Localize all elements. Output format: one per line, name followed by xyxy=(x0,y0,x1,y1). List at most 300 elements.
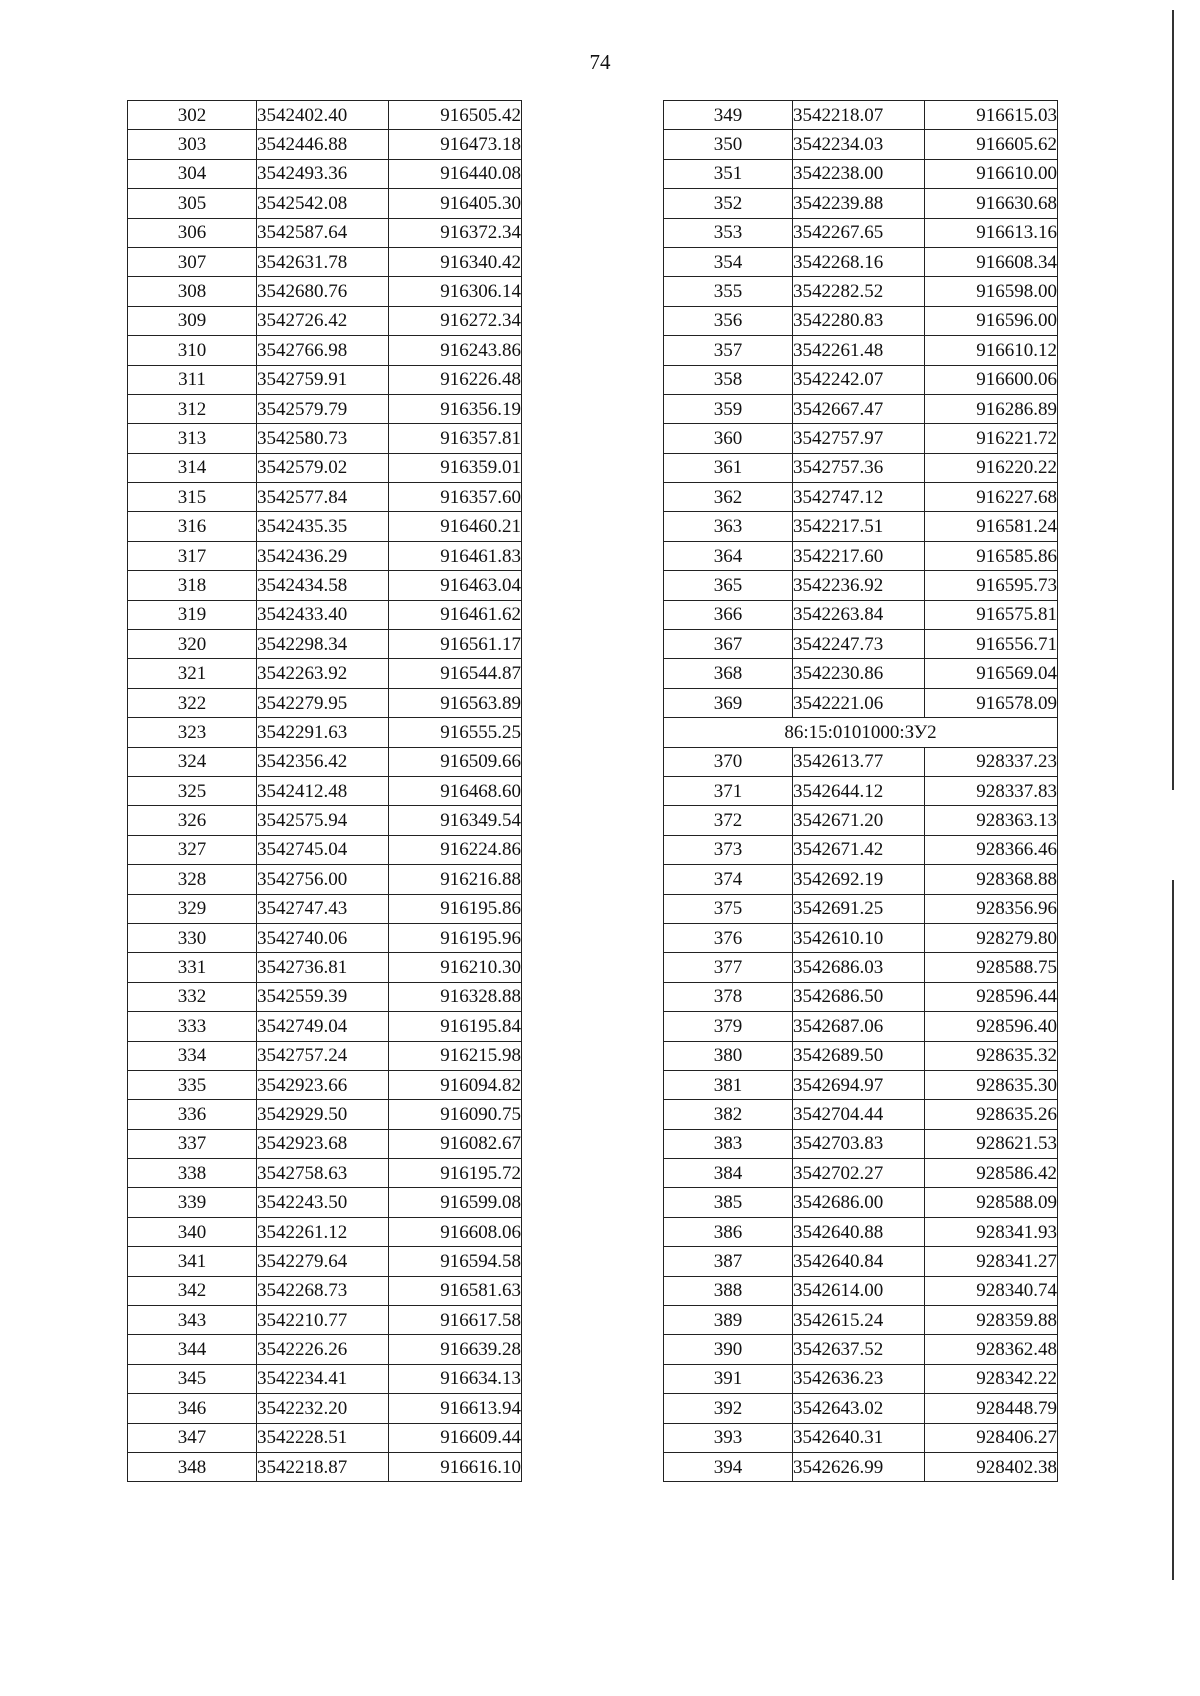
x-coordinate-cell: 3542726.42 xyxy=(257,306,389,335)
y-coordinate-cell: 916608.34 xyxy=(925,247,1058,276)
y-coordinate-cell: 916215.98 xyxy=(389,1041,522,1070)
table-row xyxy=(128,1423,522,1452)
point-number-cell: 350 xyxy=(664,130,793,159)
x-coordinate-cell: 3542637.52 xyxy=(793,1335,925,1364)
point-number-cell: 377 xyxy=(664,953,793,982)
x-coordinate-cell: 3542263.84 xyxy=(793,600,925,629)
x-coordinate-cell: 3542626.99 xyxy=(793,1452,925,1481)
y-coordinate-cell: 916340.42 xyxy=(389,247,522,276)
point-number-cell: 389 xyxy=(664,1306,793,1335)
y-coordinate-cell: 916581.24 xyxy=(925,512,1058,541)
scan-edge-line xyxy=(1172,10,1174,790)
point-number-cell: 383 xyxy=(664,1129,793,1158)
y-coordinate-cell: 928359.88 xyxy=(925,1306,1058,1335)
x-coordinate-cell: 3542238.00 xyxy=(793,159,925,188)
y-coordinate-cell: 916460.21 xyxy=(389,512,522,541)
y-coordinate-cell: 916600.06 xyxy=(925,365,1058,394)
y-coordinate-cell: 916608.06 xyxy=(389,1217,522,1246)
y-coordinate-cell: 916272.34 xyxy=(389,306,522,335)
table-row xyxy=(664,1335,1058,1364)
x-coordinate-cell: 3542230.86 xyxy=(793,659,925,688)
x-coordinate-cell: 3542579.02 xyxy=(257,453,389,482)
table-row xyxy=(664,1100,1058,1129)
y-coordinate-cell: 916195.72 xyxy=(389,1159,522,1188)
point-number-cell: 393 xyxy=(664,1423,793,1452)
x-coordinate-cell: 3542929.50 xyxy=(257,1100,389,1129)
page-number: 74 xyxy=(589,50,611,74)
table-row xyxy=(664,982,1058,1011)
y-coordinate-cell: 928337.83 xyxy=(925,776,1058,805)
point-number-cell: 352 xyxy=(664,189,793,218)
table-row xyxy=(664,101,1058,130)
x-coordinate-cell: 3542433.40 xyxy=(257,600,389,629)
y-coordinate-cell: 916598.00 xyxy=(925,277,1058,306)
point-number-cell: 305 xyxy=(128,189,257,218)
y-coordinate-cell: 916581.63 xyxy=(389,1276,522,1305)
x-coordinate-cell: 3542234.41 xyxy=(257,1364,389,1393)
point-number-cell: 387 xyxy=(664,1247,793,1276)
y-coordinate-cell: 928337.23 xyxy=(925,747,1058,776)
x-coordinate-cell: 3542218.87 xyxy=(257,1452,389,1481)
table-row xyxy=(128,1335,522,1364)
table-row xyxy=(664,394,1058,423)
table-row xyxy=(128,688,522,717)
y-coordinate-cell: 916544.87 xyxy=(389,659,522,688)
point-number-cell: 320 xyxy=(128,630,257,659)
point-number-cell: 306 xyxy=(128,218,257,247)
point-number-cell: 390 xyxy=(664,1335,793,1364)
table-row xyxy=(664,189,1058,218)
y-coordinate-cell: 916226.48 xyxy=(389,365,522,394)
point-number-cell: 361 xyxy=(664,453,793,482)
y-coordinate-cell: 916463.04 xyxy=(389,571,522,600)
point-number-cell: 330 xyxy=(128,923,257,952)
y-coordinate-cell: 916468.60 xyxy=(389,776,522,805)
x-coordinate-cell: 3542613.77 xyxy=(793,747,925,776)
table-row xyxy=(664,865,1058,894)
x-coordinate-cell: 3542282.52 xyxy=(793,277,925,306)
table-row xyxy=(128,894,522,923)
point-number-cell: 386 xyxy=(664,1217,793,1246)
point-number-cell: 367 xyxy=(664,630,793,659)
point-number-cell: 327 xyxy=(128,835,257,864)
y-coordinate-cell: 916090.75 xyxy=(389,1100,522,1129)
y-coordinate-cell: 916556.71 xyxy=(925,630,1058,659)
y-coordinate-cell: 916221.72 xyxy=(925,424,1058,453)
point-number-cell: 316 xyxy=(128,512,257,541)
section-label: 86:15:0101000:ЗУ2 xyxy=(664,718,1058,747)
table-row xyxy=(664,512,1058,541)
table-row xyxy=(664,365,1058,394)
y-coordinate-cell: 916596.00 xyxy=(925,306,1058,335)
x-coordinate-cell: 3542232.20 xyxy=(257,1394,389,1423)
x-coordinate-cell: 3542644.12 xyxy=(793,776,925,805)
table-row xyxy=(664,1394,1058,1423)
table-row xyxy=(128,806,522,835)
point-number-cell: 307 xyxy=(128,247,257,276)
x-coordinate-cell: 3542446.88 xyxy=(257,130,389,159)
table-row xyxy=(128,189,522,218)
point-number-cell: 346 xyxy=(128,1394,257,1423)
x-coordinate-cell: 3542747.43 xyxy=(257,894,389,923)
point-number-cell: 309 xyxy=(128,306,257,335)
table-row xyxy=(128,953,522,982)
x-coordinate-cell: 3542689.50 xyxy=(793,1041,925,1070)
table-row xyxy=(128,130,522,159)
x-coordinate-cell: 3542280.83 xyxy=(793,306,925,335)
y-coordinate-cell: 916509.66 xyxy=(389,747,522,776)
table-row xyxy=(128,571,522,600)
x-coordinate-cell: 3542667.47 xyxy=(793,394,925,423)
point-number-cell: 322 xyxy=(128,688,257,717)
y-coordinate-cell: 916195.84 xyxy=(389,1012,522,1041)
point-number-cell: 308 xyxy=(128,277,257,306)
y-coordinate-cell: 916372.34 xyxy=(389,218,522,247)
y-coordinate-cell: 928635.26 xyxy=(925,1100,1058,1129)
point-number-cell: 331 xyxy=(128,953,257,982)
x-coordinate-cell: 3542610.10 xyxy=(793,923,925,952)
table-row xyxy=(664,1159,1058,1188)
x-coordinate-cell: 3542493.36 xyxy=(257,159,389,188)
x-coordinate-cell: 3542614.00 xyxy=(793,1276,925,1305)
point-number-cell: 366 xyxy=(664,600,793,629)
x-coordinate-cell: 3542680.76 xyxy=(257,277,389,306)
point-number-cell: 339 xyxy=(128,1188,257,1217)
table-row xyxy=(128,1041,522,1070)
point-number-cell: 319 xyxy=(128,600,257,629)
table-row xyxy=(664,571,1058,600)
x-coordinate-cell: 3542747.12 xyxy=(793,483,925,512)
x-coordinate-cell: 3542267.65 xyxy=(793,218,925,247)
x-coordinate-cell: 3542228.51 xyxy=(257,1423,389,1452)
x-coordinate-cell: 3542704.44 xyxy=(793,1100,925,1129)
point-number-cell: 321 xyxy=(128,659,257,688)
x-coordinate-cell: 3542217.60 xyxy=(793,541,925,570)
point-number-cell: 328 xyxy=(128,865,257,894)
y-coordinate-cell: 916216.88 xyxy=(389,865,522,894)
table-row xyxy=(128,1276,522,1305)
point-number-cell: 360 xyxy=(664,424,793,453)
table-row xyxy=(664,835,1058,864)
table-row xyxy=(128,1217,522,1246)
table-row xyxy=(664,247,1058,276)
point-number-cell: 363 xyxy=(664,512,793,541)
y-coordinate-cell: 928341.93 xyxy=(925,1217,1058,1246)
x-coordinate-cell: 3542226.26 xyxy=(257,1335,389,1364)
section-header-row xyxy=(664,718,1058,747)
y-coordinate-cell: 916473.18 xyxy=(389,130,522,159)
point-number-cell: 382 xyxy=(664,1100,793,1129)
table-row xyxy=(664,1217,1058,1246)
x-coordinate-cell: 3542702.27 xyxy=(793,1159,925,1188)
y-coordinate-cell: 916356.19 xyxy=(389,394,522,423)
x-coordinate-cell: 3542435.35 xyxy=(257,512,389,541)
x-coordinate-cell: 3542691.25 xyxy=(793,894,925,923)
point-number-cell: 302 xyxy=(128,101,257,130)
point-number-cell: 323 xyxy=(128,718,257,747)
x-coordinate-cell: 3542577.84 xyxy=(257,483,389,512)
y-coordinate-cell: 916613.94 xyxy=(389,1394,522,1423)
y-coordinate-cell: 916306.14 xyxy=(389,277,522,306)
y-coordinate-cell: 916613.16 xyxy=(925,218,1058,247)
table-row xyxy=(664,1041,1058,1070)
y-coordinate-cell: 928342.22 xyxy=(925,1364,1058,1393)
x-coordinate-cell: 3542703.83 xyxy=(793,1129,925,1158)
y-coordinate-cell: 916224.86 xyxy=(389,835,522,864)
table-row xyxy=(128,159,522,188)
y-coordinate-cell: 928341.27 xyxy=(925,1247,1058,1276)
table-body-left xyxy=(128,101,522,1482)
x-coordinate-cell: 3542615.24 xyxy=(793,1306,925,1335)
point-number-cell: 344 xyxy=(128,1335,257,1364)
y-coordinate-cell: 928635.30 xyxy=(925,1070,1058,1099)
table-row xyxy=(664,600,1058,629)
x-coordinate-cell: 3542640.84 xyxy=(793,1247,925,1276)
table-row xyxy=(128,277,522,306)
x-coordinate-cell: 3542580.73 xyxy=(257,424,389,453)
point-number-cell: 343 xyxy=(128,1306,257,1335)
table-row xyxy=(664,1070,1058,1099)
point-number-cell: 325 xyxy=(128,776,257,805)
y-coordinate-cell: 928596.40 xyxy=(925,1012,1058,1041)
y-coordinate-cell: 928340.74 xyxy=(925,1276,1058,1305)
point-number-cell: 358 xyxy=(664,365,793,394)
point-number-cell: 353 xyxy=(664,218,793,247)
y-coordinate-cell: 916357.60 xyxy=(389,483,522,512)
point-number-cell: 318 xyxy=(128,571,257,600)
y-coordinate-cell: 916630.68 xyxy=(925,189,1058,218)
table-row xyxy=(128,1452,522,1481)
table-row xyxy=(664,1012,1058,1041)
table-row xyxy=(664,923,1058,952)
table-row xyxy=(128,923,522,952)
x-coordinate-cell: 3542671.42 xyxy=(793,835,925,864)
y-coordinate-cell: 916569.04 xyxy=(925,659,1058,688)
y-coordinate-cell: 916561.17 xyxy=(389,630,522,659)
table-row xyxy=(128,483,522,512)
point-number-cell: 392 xyxy=(664,1394,793,1423)
y-coordinate-cell: 928279.80 xyxy=(925,923,1058,952)
point-number-cell: 374 xyxy=(664,865,793,894)
x-coordinate-cell: 3542218.07 xyxy=(793,101,925,130)
x-coordinate-cell: 3542559.39 xyxy=(257,982,389,1011)
table-row xyxy=(128,865,522,894)
point-number-cell: 359 xyxy=(664,394,793,423)
y-coordinate-cell: 916595.73 xyxy=(925,571,1058,600)
x-coordinate-cell: 3542234.03 xyxy=(793,130,925,159)
y-coordinate-cell: 916210.30 xyxy=(389,953,522,982)
y-coordinate-cell: 916359.01 xyxy=(389,453,522,482)
x-coordinate-cell: 3542243.50 xyxy=(257,1188,389,1217)
y-coordinate-cell: 916349.54 xyxy=(389,806,522,835)
point-number-cell: 303 xyxy=(128,130,257,159)
x-coordinate-cell: 3542542.08 xyxy=(257,189,389,218)
table-row xyxy=(128,541,522,570)
y-coordinate-cell: 916610.00 xyxy=(925,159,1058,188)
y-coordinate-cell: 916405.30 xyxy=(389,189,522,218)
table-row xyxy=(664,806,1058,835)
x-coordinate-cell: 3542279.64 xyxy=(257,1247,389,1276)
y-coordinate-cell: 928406.27 xyxy=(925,1423,1058,1452)
table-row xyxy=(128,1070,522,1099)
table-row xyxy=(664,218,1058,247)
point-number-cell: 365 xyxy=(664,571,793,600)
table-row xyxy=(128,718,522,747)
y-coordinate-cell: 916461.62 xyxy=(389,600,522,629)
y-coordinate-cell: 916634.13 xyxy=(389,1364,522,1393)
point-number-cell: 337 xyxy=(128,1129,257,1158)
x-coordinate-cell: 3542758.63 xyxy=(257,1159,389,1188)
y-coordinate-cell: 916195.96 xyxy=(389,923,522,952)
point-number-cell: 324 xyxy=(128,747,257,776)
y-coordinate-cell: 928448.79 xyxy=(925,1394,1058,1423)
y-coordinate-cell: 916461.83 xyxy=(389,541,522,570)
x-coordinate-cell: 3542412.48 xyxy=(257,776,389,805)
point-number-cell: 379 xyxy=(664,1012,793,1041)
point-number-cell: 355 xyxy=(664,277,793,306)
table-row xyxy=(128,776,522,805)
table-row xyxy=(664,1423,1058,1452)
y-coordinate-cell: 928366.46 xyxy=(925,835,1058,864)
table-row xyxy=(128,247,522,276)
y-coordinate-cell: 928588.75 xyxy=(925,953,1058,982)
x-coordinate-cell: 3542686.50 xyxy=(793,982,925,1011)
x-coordinate-cell: 3542766.98 xyxy=(257,336,389,365)
point-number-cell: 345 xyxy=(128,1364,257,1393)
y-coordinate-cell: 916616.10 xyxy=(389,1452,522,1481)
y-coordinate-cell: 916286.89 xyxy=(925,394,1058,423)
table-row xyxy=(664,630,1058,659)
point-number-cell: 341 xyxy=(128,1247,257,1276)
table-row xyxy=(128,1306,522,1335)
y-coordinate-cell: 916440.08 xyxy=(389,159,522,188)
y-coordinate-cell: 928368.88 xyxy=(925,865,1058,894)
point-number-cell: 381 xyxy=(664,1070,793,1099)
x-coordinate-cell: 3542643.02 xyxy=(793,1394,925,1423)
y-coordinate-cell: 928402.38 xyxy=(925,1452,1058,1481)
y-coordinate-cell: 916599.08 xyxy=(389,1188,522,1217)
table-row xyxy=(664,541,1058,570)
point-number-cell: 384 xyxy=(664,1159,793,1188)
point-number-cell: 362 xyxy=(664,483,793,512)
point-number-cell: 334 xyxy=(128,1041,257,1070)
point-number-cell: 336 xyxy=(128,1100,257,1129)
point-number-cell: 376 xyxy=(664,923,793,952)
x-coordinate-cell: 3542247.73 xyxy=(793,630,925,659)
point-number-cell: 338 xyxy=(128,1159,257,1188)
table-row xyxy=(128,512,522,541)
x-coordinate-cell: 3542757.24 xyxy=(257,1041,389,1070)
table-row xyxy=(664,894,1058,923)
table-row xyxy=(664,953,1058,982)
y-coordinate-cell: 916195.86 xyxy=(389,894,522,923)
x-coordinate-cell: 3542759.91 xyxy=(257,365,389,394)
point-number-cell: 369 xyxy=(664,688,793,717)
x-coordinate-cell: 3542686.00 xyxy=(793,1188,925,1217)
table-row xyxy=(128,1159,522,1188)
x-coordinate-cell: 3542640.31 xyxy=(793,1423,925,1452)
table-row xyxy=(128,835,522,864)
y-coordinate-cell: 916585.86 xyxy=(925,541,1058,570)
table-row xyxy=(664,776,1058,805)
x-coordinate-cell: 3542436.29 xyxy=(257,541,389,570)
y-coordinate-cell: 928362.48 xyxy=(925,1335,1058,1364)
point-number-cell: 373 xyxy=(664,835,793,864)
y-coordinate-cell: 916594.58 xyxy=(389,1247,522,1276)
table-row xyxy=(664,1247,1058,1276)
x-coordinate-cell: 3542279.95 xyxy=(257,688,389,717)
point-number-cell: 356 xyxy=(664,306,793,335)
x-coordinate-cell: 3542923.68 xyxy=(257,1129,389,1158)
y-coordinate-cell: 928621.53 xyxy=(925,1129,1058,1158)
table-row xyxy=(664,688,1058,717)
point-number-cell: 364 xyxy=(664,541,793,570)
y-coordinate-cell: 928588.09 xyxy=(925,1188,1058,1217)
table-row xyxy=(128,1012,522,1041)
y-coordinate-cell: 928596.44 xyxy=(925,982,1058,1011)
point-number-cell: 380 xyxy=(664,1041,793,1070)
x-coordinate-cell: 3542221.06 xyxy=(793,688,925,717)
x-coordinate-cell: 3542434.58 xyxy=(257,571,389,600)
point-number-cell: 310 xyxy=(128,336,257,365)
x-coordinate-cell: 3542686.03 xyxy=(793,953,925,982)
x-coordinate-cell: 3542242.07 xyxy=(793,365,925,394)
x-coordinate-cell: 3542263.92 xyxy=(257,659,389,688)
table-row xyxy=(128,101,522,130)
table-row xyxy=(128,336,522,365)
x-coordinate-cell: 3542261.48 xyxy=(793,336,925,365)
x-coordinate-cell: 3542692.19 xyxy=(793,865,925,894)
y-coordinate-cell: 916575.81 xyxy=(925,600,1058,629)
x-coordinate-cell: 3542210.77 xyxy=(257,1306,389,1335)
y-coordinate-cell: 916094.82 xyxy=(389,1070,522,1099)
point-number-cell: 311 xyxy=(128,365,257,394)
table-row xyxy=(664,1188,1058,1217)
x-coordinate-cell: 3542268.73 xyxy=(257,1276,389,1305)
table-row xyxy=(128,1247,522,1276)
y-coordinate-cell: 928635.32 xyxy=(925,1041,1058,1070)
point-number-cell: 304 xyxy=(128,159,257,188)
y-coordinate-cell: 916639.28 xyxy=(389,1335,522,1364)
x-coordinate-cell: 3542356.42 xyxy=(257,747,389,776)
point-number-cell: 372 xyxy=(664,806,793,835)
point-number-cell: 378 xyxy=(664,982,793,1011)
table-row xyxy=(664,306,1058,335)
table-row xyxy=(664,159,1058,188)
x-coordinate-cell: 3542756.00 xyxy=(257,865,389,894)
y-coordinate-cell: 916505.42 xyxy=(389,101,522,130)
point-number-cell: 347 xyxy=(128,1423,257,1452)
table-row xyxy=(128,1364,522,1393)
table-row xyxy=(128,1394,522,1423)
table-row xyxy=(128,218,522,247)
y-coordinate-cell: 916357.81 xyxy=(389,424,522,453)
x-coordinate-cell: 3542217.51 xyxy=(793,512,925,541)
x-coordinate-cell: 3542239.88 xyxy=(793,189,925,218)
table-row xyxy=(664,1364,1058,1393)
point-number-cell: 348 xyxy=(128,1452,257,1481)
y-coordinate-cell: 916328.88 xyxy=(389,982,522,1011)
point-number-cell: 354 xyxy=(664,247,793,276)
coordinates-table-left xyxy=(127,100,522,1482)
point-number-cell: 314 xyxy=(128,453,257,482)
point-number-cell: 388 xyxy=(664,1276,793,1305)
table-row xyxy=(664,659,1058,688)
y-coordinate-cell: 928586.42 xyxy=(925,1159,1058,1188)
table-row xyxy=(664,424,1058,453)
point-number-cell: 357 xyxy=(664,336,793,365)
x-coordinate-cell: 3542745.04 xyxy=(257,835,389,864)
